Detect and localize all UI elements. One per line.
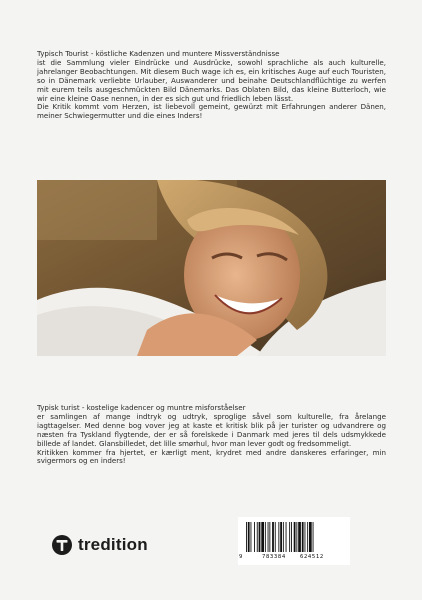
blurb-da-line-3: Kritikken kommer fra hjertet, er kærligt ment, krydret med andre danskeres erfaringer, min svigermors og en inders! (37, 447, 386, 466)
barcode-bars (244, 522, 344, 554)
isbn-group-2: 624512 (300, 554, 324, 560)
barcode-bar (283, 522, 284, 552)
author-photo (37, 180, 386, 356)
back-cover-text-danish (37, 404, 386, 466)
barcode-bar (291, 522, 292, 552)
blurb-de-line-3: Die Kritik kommt vom Herzen, ist liebevoll gemeint, gewürzt mit Erfahrungen anderer Dänen, meiner Schwiegermutter und die eines Inders! (37, 102, 386, 121)
barcode-bar (313, 522, 314, 552)
barcode-bar (280, 522, 282, 552)
back-cover-text-german (37, 50, 386, 121)
barcode-bar (269, 522, 270, 552)
author-photo-image (37, 180, 386, 356)
barcode-bar (275, 522, 276, 552)
blurb-de-line-2: ist die Sammlung vieler Eindrücke und Ausdrücke, sowohl sprachliche als auch kulturelle, jahrelanger Beobachtungen. Mit diesem Buch wage ich es, ein kritisches Auge auf euch Touristen, so in Dänemark verliebte Urlauber, Auswanderer und beinahe Deutschlandflüchtige zu werfen mit eurem teils ausgeschmückten Bild Dänemarks. Das Oblaten Bild, das kleine Butterloch, wie wir eine kleine Oase nennen, in der es sich gut und friedlich leben lässt. (37, 57, 386, 103)
barcode-bar (305, 522, 306, 552)
barcode-bar (265, 522, 266, 552)
barcode-bar (289, 522, 290, 552)
barcode-bar (248, 522, 250, 552)
barcode-bar (272, 522, 274, 552)
blurb-da-line-2: er samlingen af mange indtryk og udtryk, sproglige såvel som kulturelle, fra årelange iagttagelser. Med denne bog vover jeg at kaste et kritisk blik på jer turister og udvandrere og næsten fra Tyskland flygtende, der er så forelskede i Danmark med jeres til dels udsmykkede billede af landet. Glansbilledet, det lille smørhul, hvor man lever godt og fredsommeligt. (37, 411, 386, 448)
barcode-bar (268, 522, 269, 552)
barcode-bar (261, 522, 264, 552)
barcode-bar (309, 522, 312, 552)
barcode-bar (294, 522, 296, 552)
isbn-group-1: 783384 (262, 554, 286, 560)
barcode-bar (307, 522, 308, 552)
publisher-name: tredition (78, 535, 148, 554)
barcode-bar (251, 522, 252, 552)
blurb-de-line-1: Typisch Tourist - köstliche Kadenzen und muntere Missverständnisse (37, 49, 280, 58)
barcode-bar (254, 522, 255, 552)
barcode-bar (246, 522, 247, 552)
barcode-bar (286, 522, 287, 552)
barcode-bar (259, 522, 261, 552)
blurb-da-line-1: Typisk turist - kostelige kadencer og muntre misforståelser (37, 403, 246, 412)
barcode-bar (296, 522, 297, 552)
publisher-logo (52, 535, 148, 555)
isbn-barcode (238, 517, 350, 565)
barcode-bar (257, 522, 258, 552)
tredition-logo-icon (52, 535, 72, 555)
isbn-first-digit: 9 (239, 554, 243, 560)
barcode-bar (302, 522, 304, 552)
barcode-bar (278, 522, 279, 552)
barcode-bar (298, 522, 301, 552)
